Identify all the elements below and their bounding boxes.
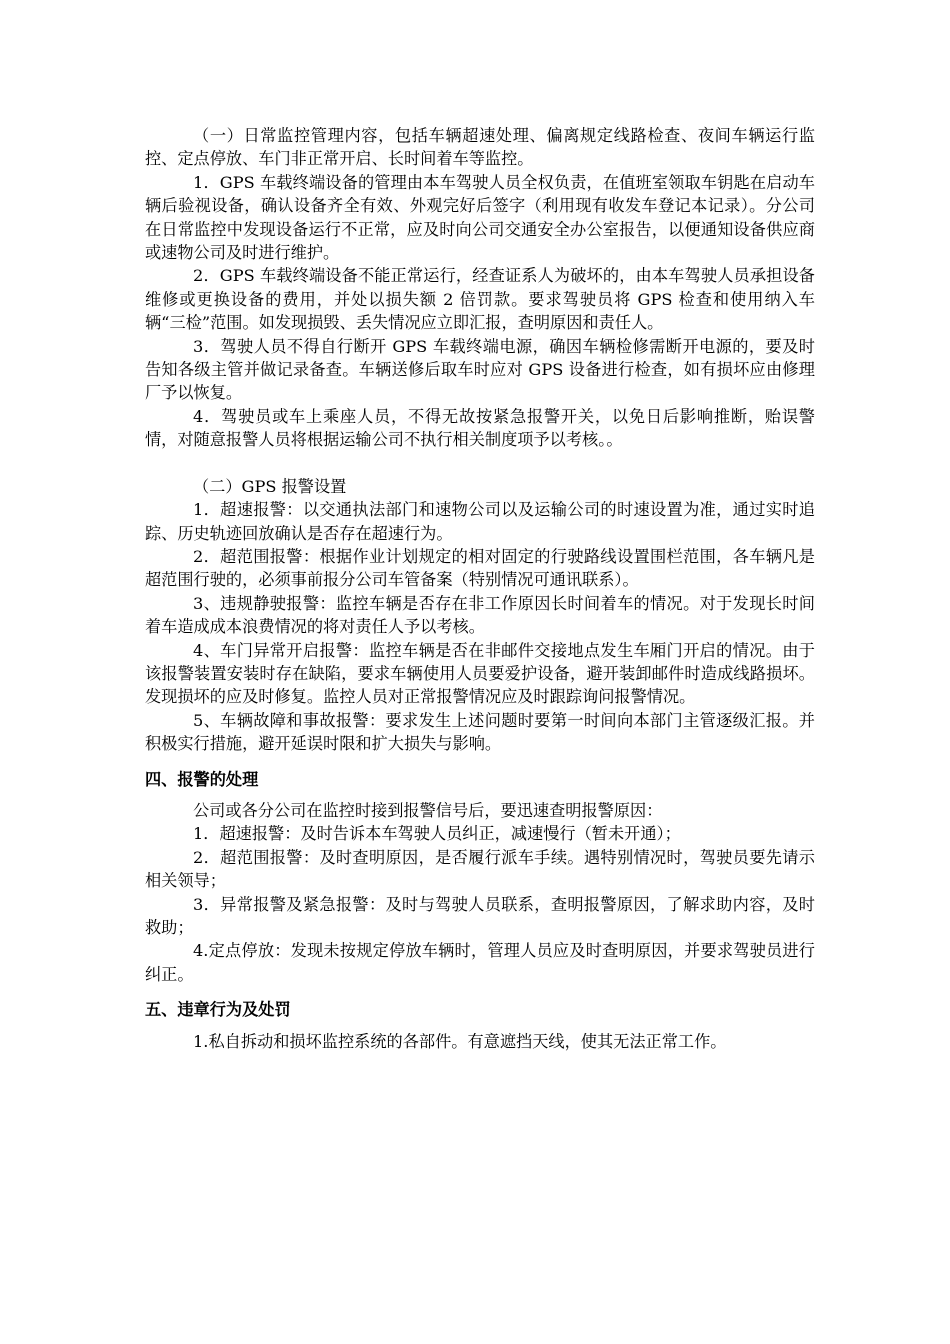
section2-item-1: 1．超速报警：以交通执法部门和速物公司以及运输公司的时速设置为准，通过实时追踪、历史轨迹回放确认是否存在超速行为。 [145, 500, 815, 543]
section2-item-5: 5、车辆故障和事故报警：要求发生上述问题时要第一时间向本部门主管逐级汇报。并积极实行措施，避开延误时限和扩大损失与影响。 [145, 710, 815, 754]
section1-item-1: 1．GPS 车载终端设备的管理由本车驾驶人员全权负责，在值班室领取车钥匙在启动车辆后验视设备，确认设备齐全有效、外观完好后签字（利用现有收发车登记本记录）。分公司在日常监控中发现设备运行不正常，应及时向公司交通安全办公室报告，以便通知设备供应商或速物公司及时进行维护。 [145, 172, 815, 263]
section4-item-4: 4.定点停放：发现未按规定停放车辆时，管理人员应及时查明原因，并要求驾驶员进行纠正。 [145, 941, 815, 984]
section4-heading: 四、报警的处理 [145, 769, 259, 789]
section1-intro: （一）日常监控管理内容，包括车辆超速处理、偏离规定线路检查、夜间车辆运行监控、定点停放、车门非正常开启、长时间着车等监控。 [145, 126, 815, 169]
section4-intro: 公司或各分公司在监控时接到报警信号后，要迅速查明报警原因： [193, 800, 663, 820]
section5-item-1: 1.私自拆动和损坏监控系统的各部件。有意遮挡天线，使其无法正常工作。 [193, 1031, 727, 1051]
section1-item-2: 2．GPS 车载终端设备不能正常运行，经查证系人为破坏的，由本车驾驶人员承担设备维修或更换设备的费用，并处以损失额 2 倍罚款。要求驾驶员将 GPS 检查和使用纳入车辆“三检”范围。如发现损毁、丢失情况应立即汇报，查明原因和责任人。 [145, 266, 815, 333]
section4-item-1: 1．超速报警：及时告诉本车驾驶人员纠正，减速慢行（暂未开通）； [193, 824, 681, 844]
document-body [145, 124, 815, 1053]
section5-heading: 五、违章行为及处罚 [145, 1000, 291, 1020]
paragraph-spacer [145, 452, 815, 475]
section1-item-3: 3．驾驶人员不得自行断开 GPS 车载终端电源，确因车辆检修需断开电源的，要及时告知各级主管并做记录备查。车辆送修后取车时应对 GPS 设备进行检查，如有损坏应由修理厂予以恢复。 [145, 336, 815, 403]
section2-item-2: 2．超范围报警：根据作业计划规定的相对固定的行驶路线设置围栏范围，各车辆凡是超范围行驶的，必须事前报分公司车管备案（特别情况可通讯联系）。 [145, 546, 815, 590]
section4-item-2: 2．超范围报警：及时查明原因，是否履行派车手续。遇特别情况时，驾驶员要先请示相关领导； [145, 847, 815, 891]
section2-item-3: 3、违规静驶报警：监控车辆是否存在非工作原因长时间着车的情况。对于发现长时间着车造成成本浪费情况的将对责任人予以考核。 [145, 593, 815, 637]
section2-intro: （二）GPS 报警设置 [193, 476, 347, 496]
section2-item-4: 4、车门异常开启报警：监控车辆是否在非邮件交接地点发生车厢门开启的情况。由于该报警装置安装时存在缺陷，要求车辆使用人员要爱护设备，避开装卸邮件时造成线路损坏。发现损坏的应及时修复。监控人员对正常报警情况应及时跟踪询问报警情况。 [145, 640, 815, 707]
section1-item-4: 4．驾驶员或车上乘座人员，不得无故按紧急报警开关，以免日后影响推断，贻误警情，对随意报警人员将根据运输公司不执行相关制度项予以考核。。 [145, 406, 815, 450]
section4-item-3: 3．异常报警及紧急报警：及时与驾驶人员联系，查明报警原因，了解求助内容，及时救助； [145, 894, 815, 937]
